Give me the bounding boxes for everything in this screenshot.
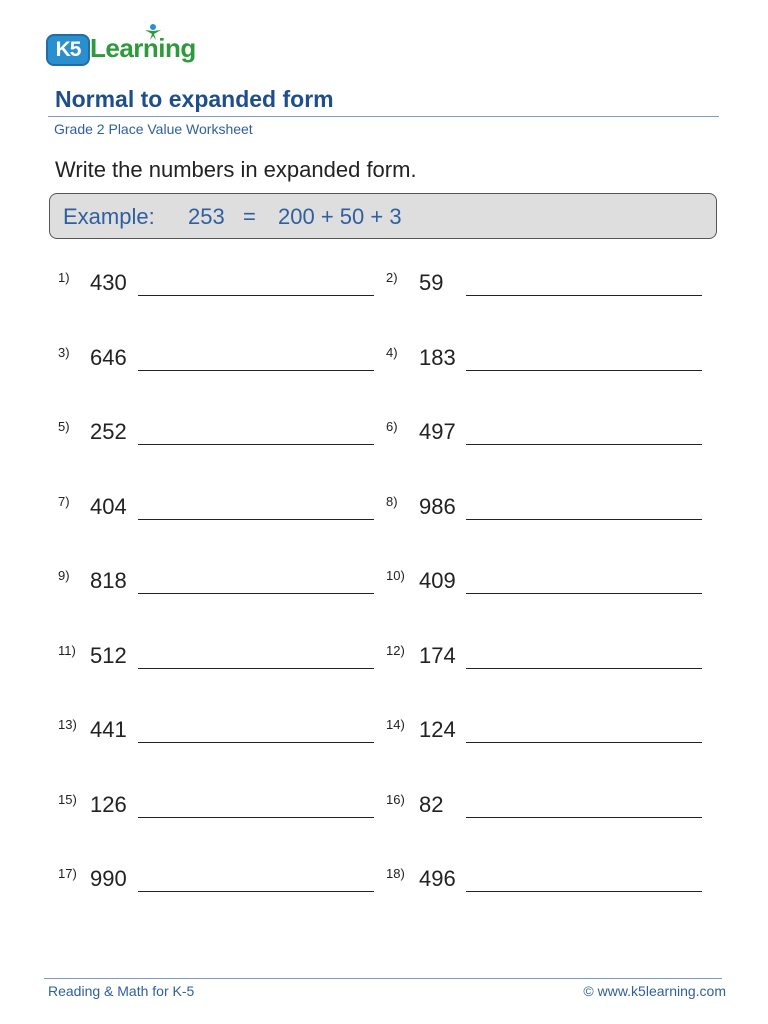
problem-value: 646 [90, 344, 127, 370]
example-expansion: 200 + 50 + 3 [278, 204, 402, 229]
answer-line[interactable] [466, 593, 702, 594]
problem-item [58, 419, 374, 449]
problem-item [386, 419, 702, 449]
answer-line[interactable] [466, 668, 702, 669]
problem-item [386, 717, 702, 747]
page-title: Normal to expanded form [55, 86, 334, 112]
problem-number: 13) [58, 717, 77, 732]
problem-number: 8) [386, 493, 398, 509]
problem-value: 986 [419, 493, 456, 519]
answer-line[interactable] [138, 370, 374, 371]
answer-line[interactable] [466, 519, 702, 520]
problem-item [58, 643, 374, 673]
problem-number: 7) [58, 493, 70, 509]
problem-value: 183 [419, 344, 456, 370]
problem-number: 2) [386, 270, 398, 285]
problem-value: 409 [419, 568, 456, 593]
example-label: Example: [63, 204, 155, 229]
problem-value: 252 [90, 419, 127, 444]
logo-wordmark: Learning [90, 33, 196, 63]
problem-value: 512 [90, 642, 127, 668]
problem-number: 14) [386, 717, 405, 732]
problem-number: 1) [58, 270, 70, 285]
problem-number: 15) [58, 791, 77, 807]
title-divider [48, 116, 719, 117]
answer-line[interactable] [138, 444, 374, 445]
answer-line[interactable] [138, 593, 374, 594]
problem-value: 430 [90, 270, 127, 295]
answer-line[interactable] [466, 370, 702, 371]
problem-number: 18) [386, 866, 405, 881]
problem-item [386, 345, 702, 375]
answer-line[interactable] [138, 891, 374, 892]
problem-value: 82 [419, 791, 444, 817]
problem-value: 126 [90, 791, 127, 817]
problem-number: 12) [386, 642, 405, 658]
instructions-text: Write the numbers in expanded form. [55, 157, 417, 182]
problem-item [386, 494, 702, 524]
answer-line[interactable] [466, 891, 702, 892]
answer-line[interactable] [466, 295, 702, 296]
problem-number: 10) [386, 568, 405, 583]
problem-item [58, 494, 374, 524]
answer-line[interactable] [466, 444, 702, 445]
answer-line[interactable] [138, 668, 374, 669]
problem-item [386, 792, 702, 822]
problem-number: 17) [58, 866, 77, 881]
problem-value: 496 [419, 866, 456, 891]
problem-value: 174 [419, 642, 456, 668]
problem-number: 11) [58, 642, 76, 658]
answer-line[interactable] [466, 817, 702, 818]
problem-number: 16) [386, 791, 405, 807]
answer-line[interactable] [138, 295, 374, 296]
problem-number: 3) [58, 344, 70, 360]
problem-value: 990 [90, 866, 127, 891]
problem-item [386, 270, 702, 300]
problem-item [58, 717, 374, 747]
problem-value: 59 [419, 270, 444, 295]
problem-item [386, 568, 702, 598]
problem-value: 404 [90, 493, 127, 519]
answer-line[interactable] [138, 519, 374, 520]
footer-website: © www.k5learning.com [583, 983, 726, 999]
problem-item [386, 643, 702, 673]
problem-value: 441 [90, 717, 127, 742]
star-figure-icon [142, 22, 164, 40]
example-box [49, 193, 717, 239]
problem-number: 9) [58, 568, 70, 583]
problem-item [58, 792, 374, 822]
problem-number: 6) [386, 419, 398, 434]
example-number: 253 [188, 204, 225, 229]
k5-learning-logo [44, 22, 204, 66]
problem-value: 497 [419, 419, 456, 444]
problem-number: 5) [58, 419, 70, 434]
problem-value: 818 [90, 568, 127, 593]
example-equals: = [243, 204, 256, 229]
problem-item [58, 345, 374, 375]
problem-item [58, 270, 374, 300]
answer-line[interactable] [138, 742, 374, 743]
page-subtitle: Grade 2 Place Value Worksheet [54, 121, 253, 137]
footer-divider [44, 978, 722, 979]
problem-item [58, 866, 374, 896]
answer-line[interactable] [466, 742, 702, 743]
problem-item [386, 866, 702, 896]
answer-line[interactable] [138, 817, 374, 818]
footer-tagline: Reading & Math for K-5 [48, 983, 195, 999]
problem-number: 4) [386, 344, 398, 360]
problem-value: 124 [419, 717, 456, 742]
logo-k5-badge: K5 [46, 34, 90, 66]
problem-item [58, 568, 374, 598]
